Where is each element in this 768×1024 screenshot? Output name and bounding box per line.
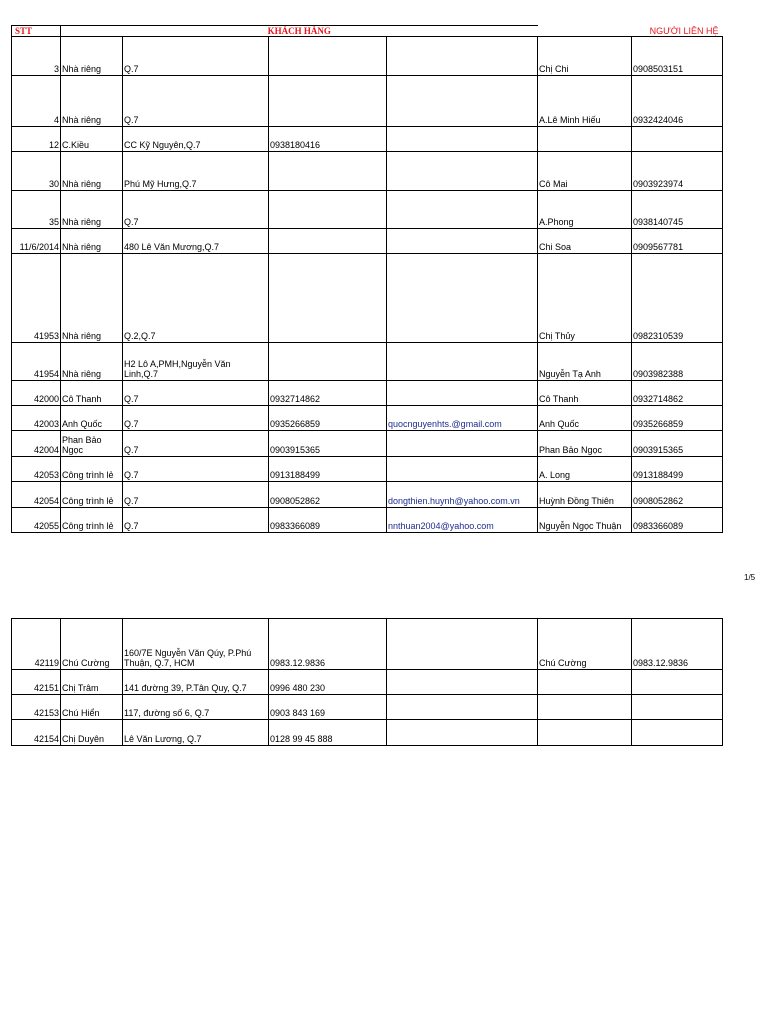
address-cell: Q.7: [123, 508, 269, 533]
address-cell: Q.7: [123, 37, 269, 76]
phone-cell: 0983366089: [269, 508, 387, 533]
contact-phone-cell: 0982310539: [632, 254, 723, 343]
stt-cell: 35: [12, 191, 61, 229]
email-cell: [387, 720, 538, 746]
phone-cell: [269, 152, 387, 191]
contact-name-cell: [538, 695, 632, 720]
contact-phone-cell: 0908503151: [632, 37, 723, 76]
address-cell: Phú Mỹ Hưng,Q.7: [123, 152, 269, 191]
email-cell: [387, 229, 538, 254]
table-row: [12, 191, 723, 229]
address-cell: Q.7: [123, 191, 269, 229]
contact-name-cell: [538, 670, 632, 695]
stt-cell: 42153: [12, 695, 61, 720]
customer-table-page1: [11, 25, 723, 533]
address-cell: Q.7: [123, 431, 269, 457]
email-cell: [387, 127, 538, 152]
contact-name-cell: Phan Bảo Ngọc: [538, 431, 632, 457]
customer-type-cell: Chú Hiển: [61, 695, 123, 720]
customer-type-cell: Chị Duyên: [61, 720, 123, 746]
stt-cell: 41954: [12, 343, 61, 381]
customer-type-cell: Chú Cường: [61, 619, 123, 670]
customer-type-cell: Nhà riêng: [61, 191, 123, 229]
customer-table-page2: [11, 618, 723, 746]
contact-name-cell: Chị Chi: [538, 37, 632, 76]
table-row: [12, 457, 723, 482]
phone-cell: [269, 76, 387, 127]
contact-phone-cell: 0932424046: [632, 76, 723, 127]
contact-phone-cell: 0983366089: [632, 508, 723, 533]
phone-cell: 0938180416: [269, 127, 387, 152]
contact-name-cell: Chú Cường: [538, 619, 632, 670]
phone-cell: [269, 343, 387, 381]
table-row: [12, 670, 723, 695]
stt-cell: 42053: [12, 457, 61, 482]
email-cell: [387, 37, 538, 76]
stt-cell: 42119: [12, 619, 61, 670]
email-cell: [387, 695, 538, 720]
contact-phone-cell: 0932714862: [632, 381, 723, 406]
table-row: [12, 381, 723, 406]
customer-type-cell: Nhà riêng: [61, 37, 123, 76]
address-cell: Q.7: [123, 381, 269, 406]
phone-cell: 0935266859: [269, 406, 387, 431]
customer-type-cell: Nhà riêng: [61, 229, 123, 254]
header-nguoi-lien-he: NGƯỜI LIÊN HỆ: [632, 26, 723, 37]
stt-cell: 42154: [12, 720, 61, 746]
table-row: [12, 127, 723, 152]
contact-name-cell: [538, 127, 632, 152]
customer-type-cell: C.Kiều: [61, 127, 123, 152]
phone-cell: [269, 254, 387, 343]
email-cell: [387, 381, 538, 406]
email-cell: [387, 152, 538, 191]
table-row: [12, 76, 723, 127]
table-row: [12, 695, 723, 720]
email-cell: [387, 457, 538, 482]
stt-cell: 42055: [12, 508, 61, 533]
table-row: [12, 482, 723, 508]
customer-type-cell: Phan Bảo Ngọc: [61, 431, 123, 457]
contact-phone-cell: 0935266859: [632, 406, 723, 431]
email-cell: nnthuan2004@yahoo.com: [387, 508, 538, 533]
phone-cell: [269, 37, 387, 76]
address-cell: Q.7: [123, 482, 269, 508]
phone-cell: 0983.12.9836: [269, 619, 387, 670]
stt-cell: 4: [12, 76, 61, 127]
customer-type-cell: Công trình lẻ: [61, 508, 123, 533]
table-row: [12, 343, 723, 381]
customer-type-cell: Nhà riêng: [61, 152, 123, 191]
page-number: 1/5: [744, 573, 756, 582]
table-row: [12, 37, 723, 76]
address-cell: Q.7: [123, 457, 269, 482]
table-row: [12, 152, 723, 191]
contact-phone-cell: 0903915365: [632, 431, 723, 457]
customer-type-cell: Anh Quốc: [61, 406, 123, 431]
contact-phone-cell: 0908052862: [632, 482, 723, 508]
contact-phone-cell: 0913188499: [632, 457, 723, 482]
contact-phone-cell: 0983.12.9836: [632, 619, 723, 670]
customer-type-cell: Nhà riêng: [61, 254, 123, 343]
address-cell: Q.2,Q.7: [123, 254, 269, 343]
contact-name-cell: Nguyễn Tạ Anh: [538, 343, 632, 381]
header-row: [12, 26, 723, 37]
address-cell: Q.7: [123, 76, 269, 127]
phone-cell: 0903 843 169: [269, 695, 387, 720]
contact-name-cell: [538, 720, 632, 746]
address-cell: Lê Văn Lương, Q.7: [123, 720, 269, 746]
customer-type-cell: Nhà riêng: [61, 343, 123, 381]
phone-cell: 0913188499: [269, 457, 387, 482]
email-cell: [387, 191, 538, 229]
contact-name-cell: Cô Mai: [538, 152, 632, 191]
address-cell: 160/7E Nguyễn Văn Qúy, P.Phú Thuận, Q.7, HCM: [123, 619, 269, 670]
phone-cell: [269, 229, 387, 254]
contact-name-cell: Cô Thanh: [538, 381, 632, 406]
email-cell: [387, 254, 538, 343]
stt-cell: 3: [12, 37, 61, 76]
contact-name-cell: A. Long: [538, 457, 632, 482]
contact-name-cell: A.Lê Minh Hiếu: [538, 76, 632, 127]
email-cell: [387, 431, 538, 457]
email-cell: [387, 619, 538, 670]
contact-phone-cell: [632, 127, 723, 152]
contact-name-cell: Huỳnh Đồng Thiên: [538, 482, 632, 508]
stt-cell: 42151: [12, 670, 61, 695]
table-row: [12, 431, 723, 457]
contact-phone-cell: [632, 695, 723, 720]
address-cell: CC Kỹ Nguyên,Q.7: [123, 127, 269, 152]
phone-cell: 0128 99 45 888: [269, 720, 387, 746]
contact-name-cell: Chi Soa: [538, 229, 632, 254]
contact-phone-cell: [632, 720, 723, 746]
customer-type-cell: Chị Trâm: [61, 670, 123, 695]
contact-name-cell: A.Phong: [538, 191, 632, 229]
customer-type-cell: Cô Thanh: [61, 381, 123, 406]
contact-phone-cell: 0903982388: [632, 343, 723, 381]
contact-name-cell: Anh Quốc: [538, 406, 632, 431]
phone-cell: 0903915365: [269, 431, 387, 457]
stt-cell: 42054: [12, 482, 61, 508]
table-row: [12, 254, 723, 343]
address-cell: 117, đường số 6, Q.7: [123, 695, 269, 720]
address-cell: 480 Lê Văn Mương,Q.7: [123, 229, 269, 254]
table-row: [12, 406, 723, 431]
table-row: [12, 508, 723, 533]
stt-cell: 30: [12, 152, 61, 191]
contact-phone-cell: [632, 670, 723, 695]
phone-cell: 0996 480 230: [269, 670, 387, 695]
address-cell: H2 Lô A,PMH,Nguyễn Văn Linh,Q.7: [123, 343, 269, 381]
table-row: [12, 229, 723, 254]
header-stt: STT: [12, 26, 61, 37]
email-cell: [387, 670, 538, 695]
stt-cell: 11/6/2014: [12, 229, 61, 254]
contact-name-cell: Nguyễn Ngọc Thuận: [538, 508, 632, 533]
address-cell: Q.7: [123, 406, 269, 431]
customer-type-cell: Công trình lẻ: [61, 482, 123, 508]
customer-type-cell: Công trình lẻ: [61, 457, 123, 482]
stt-cell: 42003: [12, 406, 61, 431]
contact-phone-cell: 0903923974: [632, 152, 723, 191]
address-cell: 141 đường 39, P.Tân Quy, Q.7: [123, 670, 269, 695]
contact-phone-cell: 0938140745: [632, 191, 723, 229]
email-cell: [387, 76, 538, 127]
stt-cell: 42004: [12, 431, 61, 457]
table-row: [12, 720, 723, 746]
email-cell: dongthien.huynh@yahoo.com.vn: [387, 482, 538, 508]
contact-name-cell: Chị Thủy: [538, 254, 632, 343]
stt-cell: 12: [12, 127, 61, 152]
stt-cell: 41953: [12, 254, 61, 343]
customer-type-cell: Nhà riêng: [61, 76, 123, 127]
phone-cell: 0932714862: [269, 381, 387, 406]
email-cell: [387, 343, 538, 381]
table-row: [12, 619, 723, 670]
header-gap: [538, 26, 632, 37]
phone-cell: 0908052862: [269, 482, 387, 508]
email-cell: quocnguyenhts.@gmail.com: [387, 406, 538, 431]
stt-cell: 42000: [12, 381, 61, 406]
phone-cell: [269, 191, 387, 229]
contact-phone-cell: 0909567781: [632, 229, 723, 254]
header-khach-hang: KHÁCH HÀNG: [61, 26, 538, 37]
